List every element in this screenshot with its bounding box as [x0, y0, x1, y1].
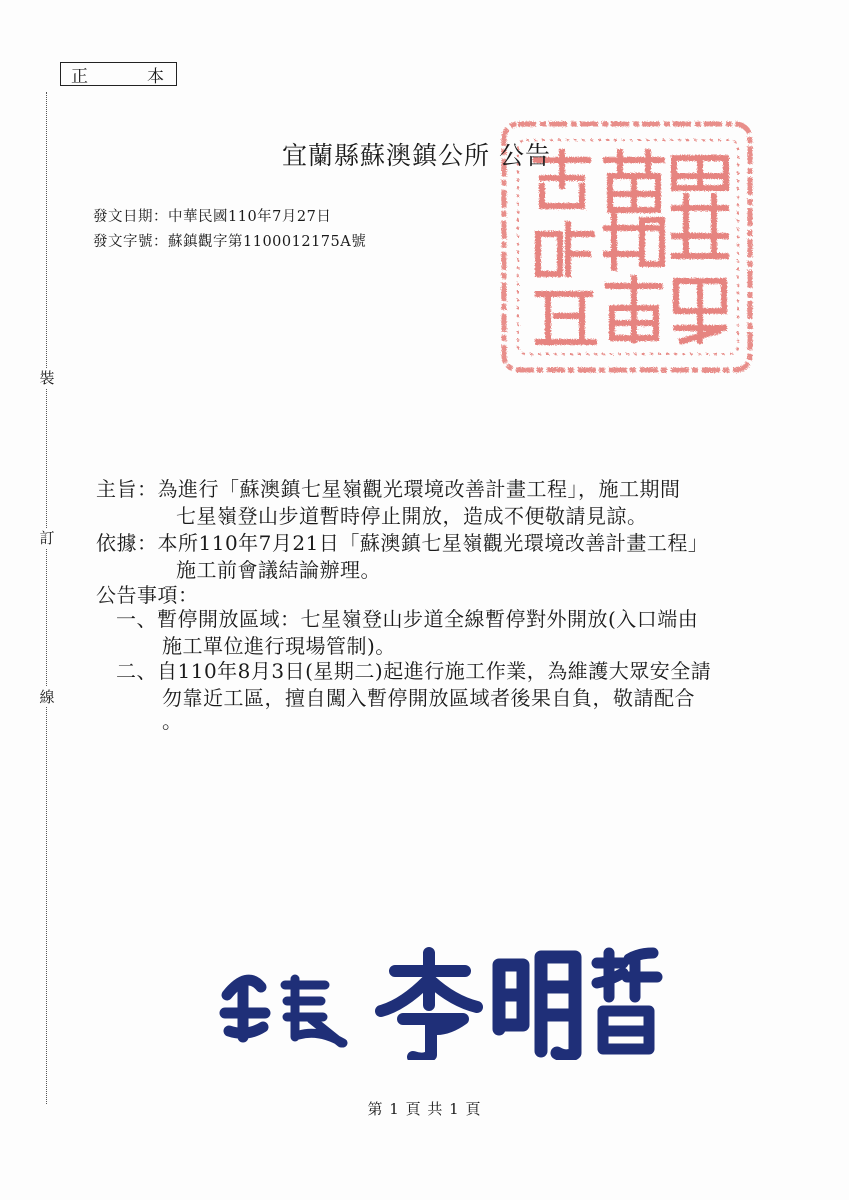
copy-label-left: 正	[71, 66, 88, 87]
notice-heading: 公告事項：	[96, 583, 199, 607]
basis-line-2: 施工前會議結論辦理。	[176, 558, 381, 582]
notice-item-2-line-3: 。	[162, 709, 183, 733]
binding-char-zhuang: 裝	[37, 368, 57, 388]
notice-item-1-line-1: 一、暫停開放區域：七星嶺登山步道全線暫停對外開放(入口端由	[116, 607, 699, 631]
original-copy-label	[60, 62, 177, 86]
basis-line-1: 依據：本所110年7月21日「蘇澳鎮七星嶺觀光環境改善計畫工程」	[96, 531, 709, 555]
document-number: 發文字號：蘇鎮觀字第1100012175A號	[93, 234, 367, 250]
notice-item-2-line-2: 勿靠近工區，擅自闖入暫停開放區域者後果自負，敬請配合	[162, 686, 695, 710]
mayor-signature	[215, 935, 665, 1060]
subject-line-2: 七星嶺登山步道暫時停止開放，造成不便敬請見諒。	[176, 504, 648, 528]
binding-line	[46, 92, 47, 1104]
issue-date: 發文日期：中華民國110年7月27日	[93, 209, 332, 225]
page-title: 宜蘭縣蘇澳鎮公所 公告	[282, 141, 551, 170]
binding-char-ding: 訂	[37, 528, 57, 548]
copy-label-right: 本	[147, 66, 164, 87]
notice-item-1-line-2: 施工單位進行現場管制)。	[162, 634, 396, 658]
notice-item-2-line-1: 二、自110年8月3日(星期二)起進行施工作業，為維護大眾安全請	[116, 659, 712, 683]
page-footer: 第 1 頁 共 1 頁	[367, 1100, 482, 1118]
binding-char-xian: 線	[37, 687, 57, 707]
subject-line-1: 主旨：為進行「蘇澳鎮七星嶺觀光環境改善計畫工程」，施工期間	[96, 477, 681, 501]
